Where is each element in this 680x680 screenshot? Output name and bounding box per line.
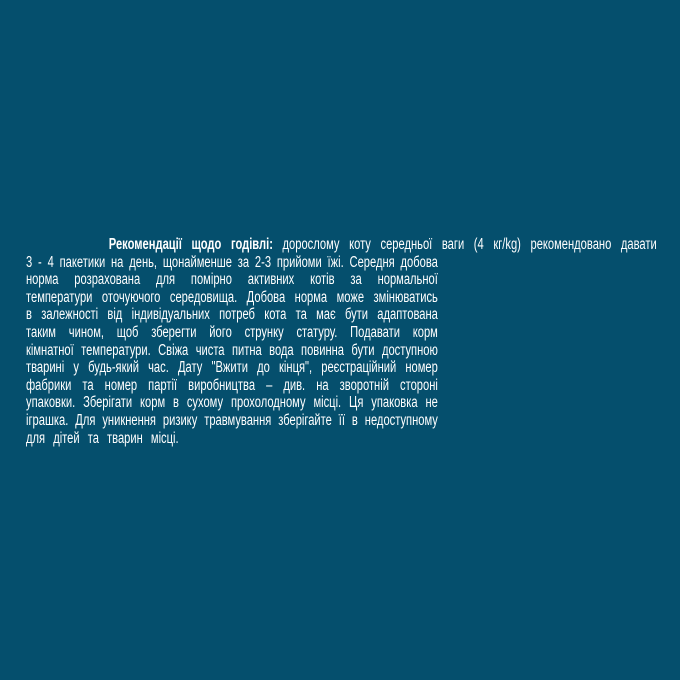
text-line: кімнатної температури. Свіжа чиста питна вода повинна бути доступною xyxy=(26,341,438,359)
text-line: упаковки. Зберігати корм в сухому прохолодному місці. Ця упаковка не xyxy=(26,394,438,412)
feeding-recommendations-text xyxy=(26,236,674,447)
text-line: таким чином, щоб зберегти його струнку статуру. Подавати корм xyxy=(26,323,438,341)
text-line: іграшка. Для уникнення ризику травмування зберігайте її в недоступному xyxy=(26,411,438,429)
text-line: норма розрахована для помірно активних котів за нормальної xyxy=(26,271,438,289)
feeding-recommendations-heading-continuation: дорослому коту середньої ваги (4 кг/kg) рекомендовано давати xyxy=(282,236,657,253)
feeding-recommendations-heading: Рекомендації щодо годівлі: xyxy=(108,236,273,253)
text-line: фабрики та номер партії виробництва – див. на зворотній стороні xyxy=(26,376,438,394)
text-line: температури оточуючого середовища. Добова норма може змінюватись xyxy=(26,288,438,306)
text-line-heading xyxy=(26,236,657,254)
text-line: в залежності від індивідуальних потреб кота та має бути адаптована xyxy=(26,306,438,324)
text-line-last: для дітей та тварин місці. xyxy=(26,429,179,447)
text-line: тварині у будь-який час. Дату "Вжити до кінця", реєстраційний номер xyxy=(26,359,438,377)
text-line: 3 - 4 пакетики на день, щонайменше за 2-3 прийоми їжі. Середня добова xyxy=(26,253,438,271)
